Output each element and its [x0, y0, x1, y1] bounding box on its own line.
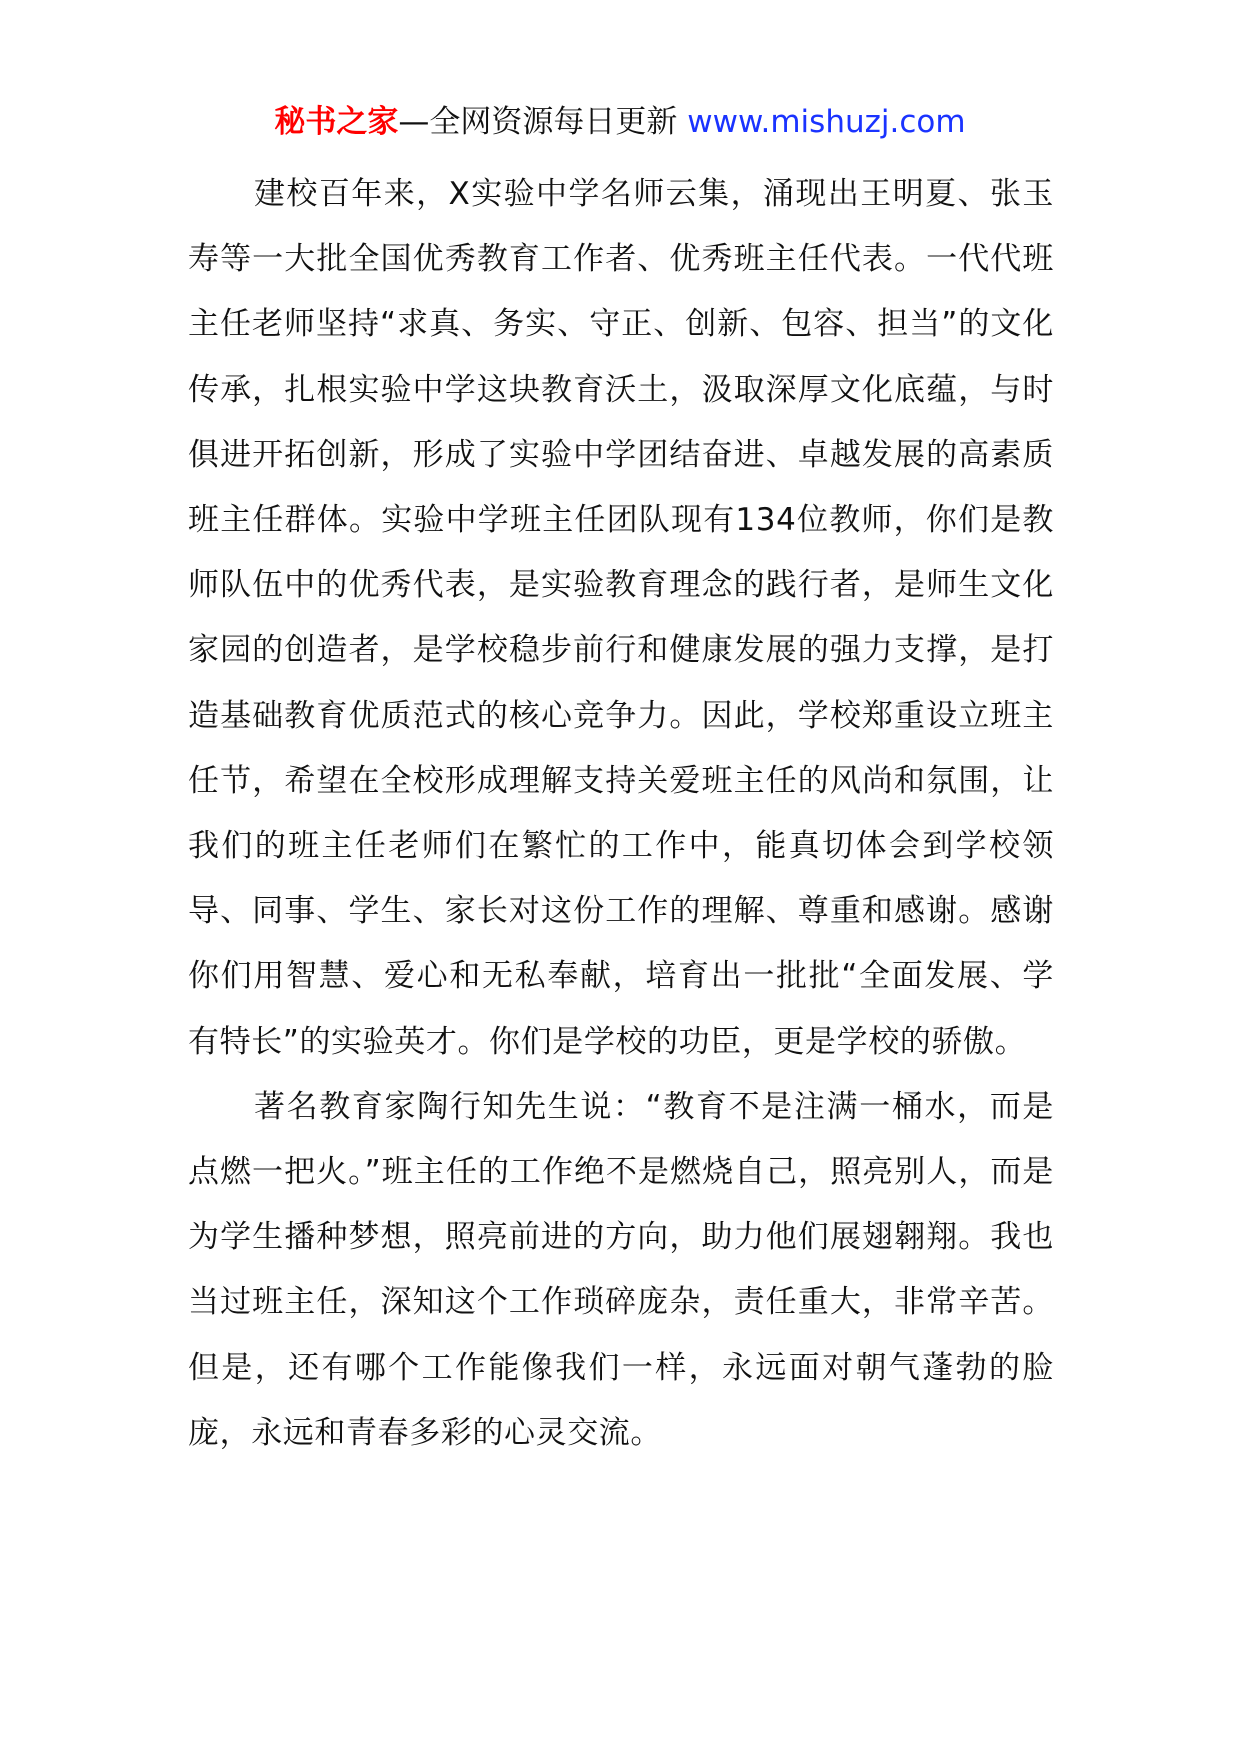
paragraph-1: 建校百年来，X实验中学名师云集，涌现出王明夏、张玉寿等一大批全国优秀教育工作者、优秀班主任代表。一代代班主任老师坚持“求真、务实、守正、创新、包容、担当”的文化传承，扎根实验中学这块教育沃土，汲取深厚文化底蕴，与时俱进开拓创新，形成了实验中学团结奋进、卓越发展的高素质班主任群体。实验中学班主任团队现有134位教师，你们是教师队伍中的优秀代表，是实验教育理念的践行者，是师生文化家园的创造者，是学校稳步前行和健康发展的强力支撑，是打造基础教育优质范式的核心竞争力。因此，学校郑重设立班主任节，希望在全校形成理解支持关爱班主任的风尚和氛围，让我们的班主任老师们在繁忙的工作中，能真切体会到学校领导、同事、学生、家长对这份工作的理解、尊重和感谢。感谢你们用智慧、爱心和无私奉献，培育出一批批“全面发展、学有特长”的实验英才。你们是学校的功臣，更是学校的骄傲。	[188, 176, 1054, 1060]
page-header	[0, 100, 1240, 144]
header-tagline: —全网资源每日更新	[398, 104, 688, 140]
brand-name: 秘书之家	[274, 104, 399, 140]
site-url-link[interactable]: www.mishuzj.com	[687, 104, 966, 140]
body-text	[188, 162, 1054, 1466]
paragraph-2: 著名教育家陶行知先生说：“教育不是注满一桶水，而是点燃一把火。”班主任的工作绝不是燃烧自己，照亮别人，而是为学生播种梦想，照亮前进的方向，助力他们展翅翱翔。我也当过班主任，深知这个工作琐碎庞杂，责任重大，非常辛苦。但是，还有哪个工作能像我们一样，永远面对朝气蓬勃的脸庞，永远和青春多彩的心灵交流。	[188, 1088, 1054, 1451]
